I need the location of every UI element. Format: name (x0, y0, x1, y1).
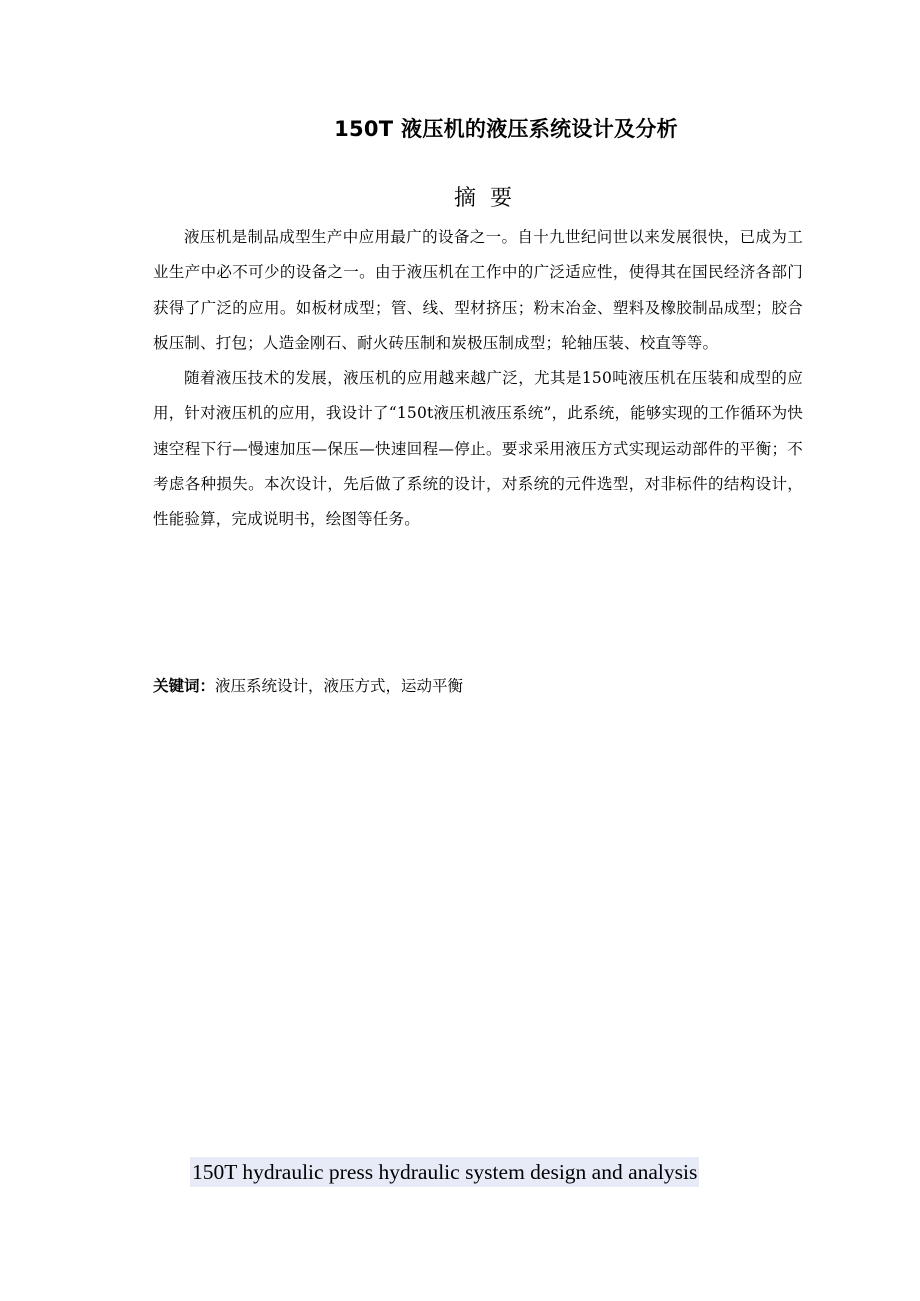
abstract-heading-char-1: 摘 (453, 186, 476, 211)
abstract-heading (0, 184, 920, 214)
abstract-heading-char-2: 要 (490, 186, 513, 211)
abstract-body (153, 220, 803, 538)
keywords-value: 液压系统设计，液压方式，运动平衡 (215, 677, 464, 695)
document-title: 150T 液压机的液压系统设计及分析 (334, 117, 678, 141)
abstract-paragraph-1: 液压机是制品成型生产中应用最广的设备之一。自十九世纪问世以来发展很快，已成为工业生产中必不可少的设备之一。由于液压机在工作中的广泛适应性，使得其在国民经济各部门获得了广泛的应用。如板材成型；管、线、型材挤压；粉末冶金、塑料及橡胶制品成型；胶合板压制、打包；人造金刚石、耐火砖压制和炭极压制成型；轮轴压装、校直等等。 (153, 228, 803, 352)
english-title: 150T hydraulic press hydraulic system design and analysis (190, 1157, 699, 1187)
keywords-line (153, 671, 803, 701)
abstract-paragraph-2: 随着液压技术的发展，液压机的应用越来越广泛，尤其是150吨液压机在压装和成型的应用，针对液压机的应用，我设计了“150t液压机液压系统”，此系统，能够实现的工作循环为快速空程下行—慢速加压—保压—快速回程—停止。要求采用液压方式实现运动部件的平衡；不考虑各种损失。本次设计，先后做了系统的设计，对系统的元件选型，对非标件的结构设计，性能验算，完成说明书，绘图等任务。 (153, 369, 803, 529)
keywords-label: 关键词： (153, 677, 216, 695)
